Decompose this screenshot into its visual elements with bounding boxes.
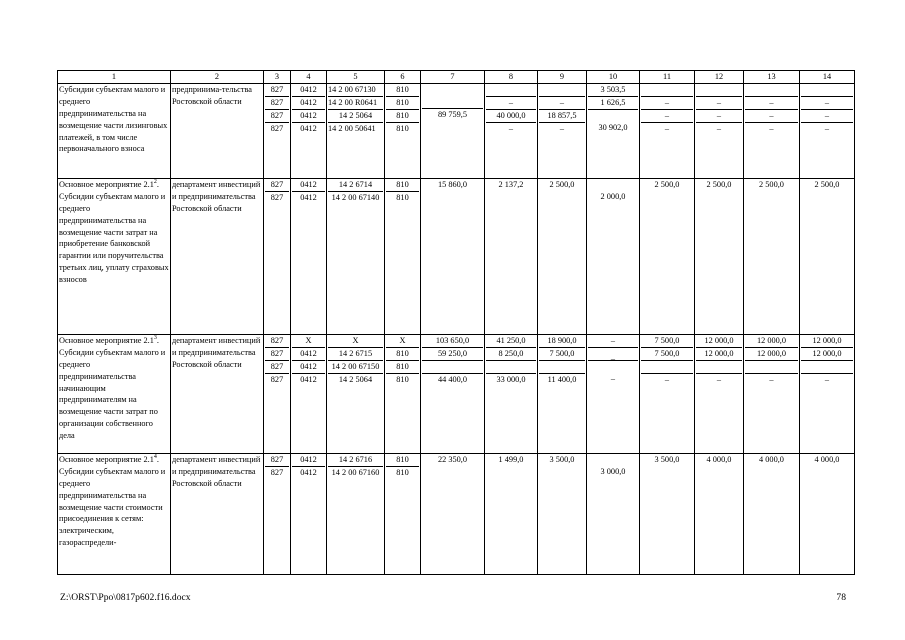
col-header: 8 (485, 71, 538, 84)
cell: – (588, 335, 638, 348)
cell: 14 2 00 67140 (331, 192, 380, 202)
cell: – (696, 97, 742, 110)
col-header: 11 (640, 71, 695, 84)
cell: 12 000,0 (696, 335, 742, 348)
cell: – (824, 374, 830, 384)
table-row (58, 453, 855, 574)
cell: X (292, 335, 325, 348)
cell: 12 000,0 (696, 348, 742, 361)
cell: – (508, 123, 514, 133)
measure-desc: . Субсидии субъектам малого и среднего предпринимательства начинающим предпринимателям на возмещение части затрат по организации собственного дела (59, 335, 166, 441)
cell: 14 2 6716 (328, 454, 383, 467)
budget-table (57, 70, 855, 575)
cell: – (559, 123, 565, 133)
col-header: 1 (58, 71, 171, 84)
col-header: 14 (800, 71, 855, 84)
cell: 810 (386, 110, 419, 123)
cell: X (386, 335, 419, 348)
cell: 827 (270, 123, 284, 133)
cell: 3 503,5 (588, 84, 638, 97)
cell: 0412 (292, 361, 325, 374)
cell: 827 (265, 110, 289, 123)
col-header: 6 (385, 71, 421, 84)
cell: 827 (265, 361, 289, 374)
cell: 33 000,0 (496, 374, 526, 384)
cell: 59 250,0 (422, 348, 483, 361)
cell: 827 (265, 335, 289, 348)
cell: 3 500,0 (549, 454, 575, 464)
measure-desc: . Субсидии субъектам малого и среднего предпринимательства на возмещение части стоимости присоединения к сетям: электрическим, газораспредели- (59, 454, 166, 548)
cell: 30 902,0 (598, 122, 628, 132)
cell: 810 (386, 454, 419, 467)
cell: 1 626,5 (588, 97, 638, 110)
cell: – (769, 123, 774, 133)
cell: 0412 (292, 348, 325, 361)
cell: 18 900,0 (539, 335, 585, 348)
cell: 0412 (292, 97, 325, 110)
cell: 810 (386, 361, 419, 374)
cell: 810 (386, 84, 419, 97)
cell: 810 (386, 179, 419, 192)
cell: 3 500,0 (654, 454, 680, 464)
cell: 14 2 5064 (338, 374, 373, 384)
measure-title: Основное мероприятие 2.1 (59, 179, 154, 189)
cell: 12 000,0 (745, 335, 798, 348)
cell: 2 500,0 (549, 179, 575, 189)
cell: 827 (265, 84, 289, 97)
cell: – (745, 110, 798, 123)
cell: 0412 (300, 467, 317, 477)
cell: – (824, 123, 830, 133)
cell: 1 499,0 (498, 454, 524, 464)
footnote-mark: 3 (153, 335, 157, 342)
cell: 2 500,0 (706, 179, 732, 189)
cell: 22 350,0 (437, 454, 468, 464)
cell: – (664, 374, 670, 384)
cell: 827 (265, 454, 289, 467)
cell: – (801, 110, 853, 123)
cell: 827 (265, 97, 289, 110)
cell: 15 860,0 (437, 179, 468, 189)
col-header: 4 (291, 71, 327, 84)
cell: 14 2 00 R0641 (328, 97, 383, 110)
cell: 103 650,0 (422, 335, 483, 348)
cell: – (716, 123, 722, 133)
cell: – (610, 353, 616, 363)
measure-name: Субсидии субъектам малого и среднего предпринимательства на возмещение части лизинговых платежей, в том числе первоначального взноса (58, 83, 171, 178)
cell: – (801, 97, 853, 110)
footnote-mark: 4 (153, 454, 157, 461)
cell: – (486, 97, 536, 110)
cell: 0412 (300, 192, 317, 202)
cell: 7 500,0 (539, 348, 585, 361)
cell: 827 (265, 179, 289, 192)
cell: 89 759,5 (437, 109, 468, 119)
cell: – (664, 123, 670, 133)
cell: 14 2 00 67150 (328, 361, 383, 374)
page-number: 78 (836, 592, 846, 603)
executor: департамент инвестиций и предпринимательства Ростовской области (171, 334, 264, 453)
col-header: 3 (264, 71, 291, 84)
cell: 14 2 6714 (328, 179, 383, 192)
cell: – (769, 374, 774, 384)
table-row (58, 178, 855, 334)
cell: 2 500,0 (814, 179, 840, 189)
cell: 3 000,0 (600, 466, 626, 476)
executor: департамент инвестиций и предпринимательства Ростовской области (171, 178, 264, 334)
cell: 827 (270, 192, 284, 202)
table-row (58, 83, 855, 178)
cell: 4 000,0 (706, 454, 732, 464)
cell: 810 (386, 348, 419, 361)
cell: 2 500,0 (654, 179, 680, 189)
col-header: 9 (538, 71, 587, 84)
cell: 14 2 00 50641 (328, 123, 376, 133)
cell: 7 500,0 (641, 348, 693, 361)
cell: 827 (270, 374, 284, 384)
cell: – (641, 97, 693, 110)
cell: 0412 (292, 110, 325, 123)
cell: 2 500,0 (759, 179, 784, 189)
cell: 12 000,0 (801, 348, 853, 361)
cell: 827 (265, 348, 289, 361)
cell: 0412 (292, 84, 325, 97)
cell: 8 250,0 (486, 348, 536, 361)
measure-title: Основное мероприятие 2.1 (59, 335, 154, 345)
cell: 12 000,0 (801, 335, 853, 348)
cell: 40 000,0 (486, 110, 536, 123)
cell: – (641, 110, 693, 123)
cell: – (745, 97, 798, 110)
cell: 810 (396, 192, 409, 202)
cell: – (696, 110, 742, 123)
cell: 4 000,0 (759, 454, 784, 464)
cell: 810 (396, 374, 409, 384)
cell: 0412 (300, 123, 317, 133)
table-row (58, 334, 855, 453)
executor: предпринима-тельства Ростовской области (171, 83, 264, 178)
col-header: 13 (744, 71, 800, 84)
cell: 810 (396, 467, 409, 477)
cell: 0412 (292, 454, 325, 467)
cell: 41 250,0 (486, 335, 536, 348)
footnote-mark: 2 (153, 179, 157, 186)
cell: – (716, 374, 722, 384)
measure-desc: . Субсидии субъектам малого и среднего предпринимательства на возмещение части затрат на приобретение банковской гарантии или поручительства третьих лиц, уплату страховых взносов (59, 179, 169, 285)
col-header: 10 (587, 71, 640, 84)
cell: 14 2 5064 (328, 110, 383, 123)
measure-name (58, 453, 171, 574)
col-header: 2 (171, 71, 264, 84)
measure-title: Основное мероприятие 2.1 (59, 454, 154, 464)
cell: – (610, 373, 616, 383)
cell: 14 2 6715 (328, 348, 383, 361)
col-header: 5 (327, 71, 385, 84)
cell: 0412 (292, 179, 325, 192)
executor: департамент инвестиций и предпринимательства Ростовской области (171, 453, 264, 574)
cell: 18 857,5 (539, 110, 585, 123)
cell: 44 400,0 (437, 374, 468, 384)
cell: 810 (386, 97, 419, 110)
col-header: 12 (695, 71, 744, 84)
cell: 827 (270, 467, 284, 477)
cell: 0412 (300, 374, 317, 384)
measure-name (58, 334, 171, 453)
col-header: 7 (421, 71, 485, 84)
cell: 11 400,0 (547, 374, 577, 384)
footer-file-path: Z:\ORST\Ppo\0817p602.f16.docx (60, 592, 191, 603)
cell: 14 2 00 67160 (331, 467, 380, 477)
cell: 2 137,2 (498, 179, 524, 189)
cell: 14 2 00 67130 (328, 84, 383, 97)
cell: 4 000,0 (814, 454, 840, 464)
cell: 2 000,0 (600, 191, 626, 201)
cell: – (539, 97, 585, 110)
cell: X (328, 335, 383, 348)
header-row (58, 71, 855, 84)
cell: 12 000,0 (745, 348, 798, 361)
cell: 810 (396, 123, 409, 133)
cell: 7 500,0 (641, 335, 693, 348)
measure-name (58, 178, 171, 334)
